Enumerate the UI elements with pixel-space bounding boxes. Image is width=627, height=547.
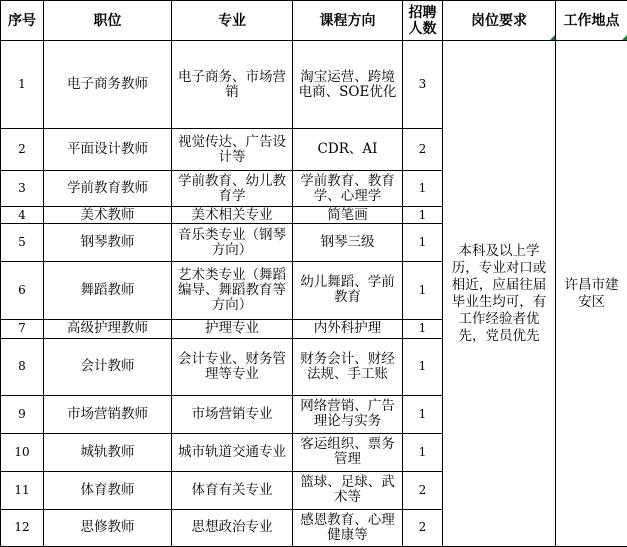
cell-course: 钢琴三级 [293, 224, 403, 262]
header-course: 课程方向 [293, 1, 403, 41]
header-row [1, 1, 627, 41]
cell-count: 1 [403, 395, 443, 433]
cell-course: 网络营销、广告理论与实务 [293, 395, 403, 433]
cell-major: 学前教育、幼儿教育学 [172, 171, 293, 207]
cell-position: 钢琴教师 [44, 224, 172, 262]
header-requirement [443, 1, 556, 41]
cell-count: 1 [403, 319, 443, 338]
cell-marker-icon [622, 35, 627, 40]
cell-position: 电子商务教师 [44, 41, 172, 129]
cell-no: 6 [1, 262, 44, 319]
cell-no: 2 [1, 129, 44, 171]
header-position: 职位 [44, 1, 172, 41]
cell-no: 9 [1, 395, 44, 433]
cell-position: 城轨教师 [44, 433, 172, 471]
cell-marker-icon [550, 35, 555, 40]
cell-location: 许昌市建安区 [556, 41, 627, 547]
cell-major: 艺术类专业（舞蹈编导、舞蹈教育等方向） [172, 262, 293, 319]
cell-no: 10 [1, 433, 44, 471]
cell-position: 市场营销教师 [44, 395, 172, 433]
cell-course: 学前教育、教育学、心理学 [293, 171, 403, 207]
cell-major: 美术相关专业 [172, 207, 293, 224]
cell-major: 市场营销专业 [172, 395, 293, 433]
cell-no: 1 [1, 41, 44, 129]
cell-no: 3 [1, 171, 44, 207]
cell-course: 财务会计、财经法规、手工账 [293, 338, 403, 395]
cell-count: 3 [403, 41, 443, 129]
cell-position: 高级护理教师 [44, 319, 172, 338]
cell-major: 城市轨道交通专业 [172, 433, 293, 471]
cell-no: 8 [1, 338, 44, 395]
cell-count: 2 [403, 509, 443, 546]
header-location-label: 工作地点 [563, 12, 620, 29]
cell-position: 平面设计教师 [44, 129, 172, 171]
cell-course: 简笔画 [293, 207, 403, 224]
cell-count: 1 [403, 262, 443, 319]
cell-position: 舞蹈教师 [44, 262, 172, 319]
header-major: 专业 [172, 1, 293, 41]
cell-course: 感恩教育、心理健康等 [293, 509, 403, 546]
cell-course: 淘宝运营、跨境电商、SOE优化 [293, 41, 403, 129]
cell-position: 思修教师 [44, 509, 172, 546]
cell-count: 1 [403, 207, 443, 224]
cell-major: 护理专业 [172, 319, 293, 338]
cell-no: 12 [1, 509, 44, 546]
header-count: 招聘人数 [403, 1, 443, 41]
header-no: 序号 [1, 1, 44, 41]
cell-no: 7 [1, 319, 44, 338]
cell-count: 1 [403, 171, 443, 207]
cell-course: 内外科护理 [293, 319, 403, 338]
cell-position: 美术教师 [44, 207, 172, 224]
cell-position: 会计教师 [44, 338, 172, 395]
cell-major: 电子商务、市场营销 [172, 41, 293, 129]
cell-course: 篮球、足球、武术等 [293, 471, 403, 509]
cell-count: 1 [403, 338, 443, 395]
cell-major: 视觉传达、广告设计等 [172, 129, 293, 171]
cell-no: 4 [1, 207, 44, 224]
cell-no: 5 [1, 224, 44, 262]
cell-position: 学前教育教师 [44, 171, 172, 207]
header-location [556, 1, 627, 41]
cell-course: CDR、AI [293, 129, 403, 171]
cell-major: 音乐类专业（钢琴方向） [172, 224, 293, 262]
cell-count: 1 [403, 224, 443, 262]
cell-count: 1 [403, 433, 443, 471]
cell-major: 体育有关专业 [172, 471, 293, 509]
cell-major: 会计专业、财务管理等专业 [172, 338, 293, 395]
table-row [1, 41, 627, 129]
header-requirement-label: 岗位要求 [471, 12, 527, 29]
cell-major: 思想政治专业 [172, 509, 293, 546]
cell-course: 客运组织、票务管理 [293, 433, 403, 471]
cell-count: 2 [403, 471, 443, 509]
cell-count: 2 [403, 129, 443, 171]
cell-no: 11 [1, 471, 44, 509]
cell-requirement: 本科及以上学历，专业对口或相近，应届往届毕业生均可，有工作经验者优先，党员优先 [443, 41, 556, 547]
cell-course: 幼儿舞蹈、学前教育 [293, 262, 403, 319]
cell-position: 体育教师 [44, 471, 172, 509]
